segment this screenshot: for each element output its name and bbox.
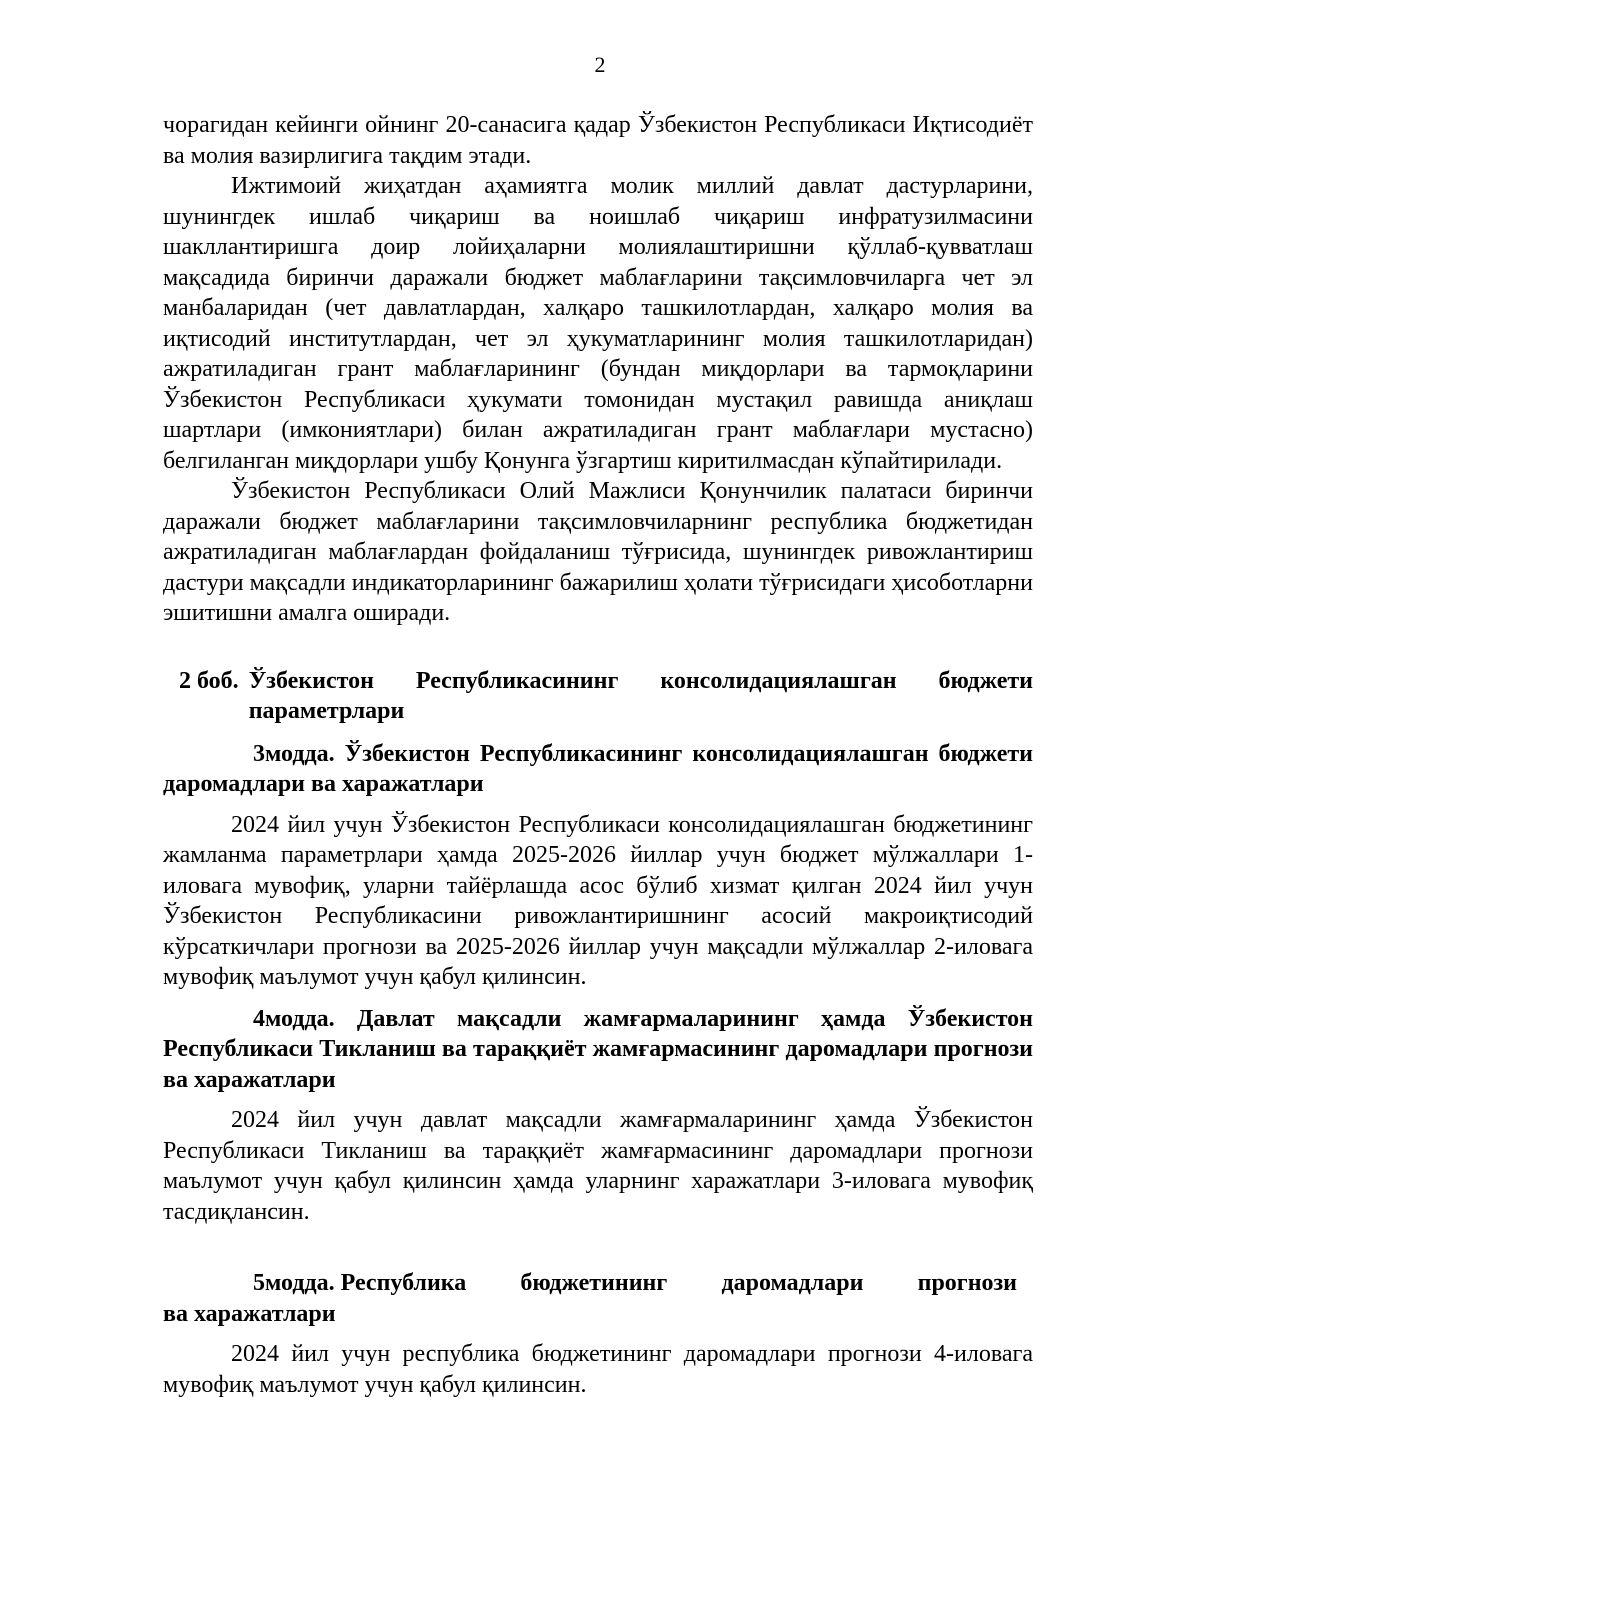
article-3-number: 3модда. — [253, 740, 335, 767]
article-3-heading — [163, 739, 1033, 800]
paragraph-continuation: чорагидан кейинги ойнинг 20-санасига қадар Ўзбекистон Республикаси Иқтисодиёт ва молия вазирлигига тақдим этади. — [163, 112, 1033, 169]
article-3-body: 2024 йил учун Ўзбекистон Республикаси консолидациялашган бюджетининг жамланма параметрлари ҳамда 2025-2026 йиллар учун бюджет мўлжаллари 1-иловага мувофиқ, уларни тайёрлашда асос бўлиб хизмат қилган 2024 йил учун Ўзбекистон Республикасини ривожлантиришнинг асосий макроиқтисодий кўрсаткичлари прогнози ва 2025-2026 йиллар учун мақсадли мўлжаллар 2-иловага мувофиқ маълумот учун қабул қилинсин. — [163, 811, 1033, 990]
article-5-title-word-4: прогнози — [917, 1270, 1017, 1296]
paragraph-legislative-chamber: Ўзбекистон Республикаси Олий Мажлиси Қонунчилик палатаси биринчи даражали бюджет маблағларини тақсимловчиларнинг республика бюджетидан ажратиладиган маблағлардан фойдаланиш тўғрисида, шунингдек ривожлантириш дастури мақсадли индикаторларининг бажарилиш ҳолати тўғрисидаги ҳисоботларни эшитишни амалга оширади. — [163, 478, 1033, 626]
chapter-number: 2 боб. — [179, 667, 239, 694]
document-body — [163, 110, 1033, 1400]
article-5-title-line-2: ва харажатлари — [163, 1300, 336, 1327]
article-5-body: 2024 йил учун республика бюджетининг даромадлари прогнози 4-иловага мувофиқ маълумот учун қабул қилинсин. — [163, 1341, 1033, 1398]
article-5-number-and-word — [253, 1268, 466, 1299]
article-4-number: 4модда. — [253, 1005, 335, 1032]
chapter-title: Ўзбекистон Республикасининг консолидациялашган бюджети параметрлари — [248, 667, 1033, 724]
article-4-heading — [163, 1004, 1033, 1096]
article-4-title: Давлат мақсадли жамғармаларининг ҳамда Ўзбекистон Республикаси Тикланиш ва тараққиёт жамғармасининг даромадлари прогнози ва харажатлари — [163, 1005, 1034, 1093]
article-5-title-word-2: бюджетининг — [520, 1270, 668, 1296]
article-5-title-word-3: даромадлари — [721, 1270, 864, 1296]
article-5-number: 5модда. — [253, 1270, 335, 1296]
article-5-title-word-1: Республика — [340, 1270, 467, 1296]
article-3-title: Ўзбекистон Республикасининг консолидациялашган бюджети даромадлари ва харажатлари — [163, 740, 1033, 797]
paragraph-grant-funds: Ижтимоий жиҳатдан аҳамиятга молик миллий давлат дастурларини, шунингдек ишлаб чиқариш ва ноишлаб чиқариш инфратузилмасини шакллантиришга доир лойиҳаларни молиялаштиришни қўллаб-қувватлаш мақсадида биринчи даражали бюджет маблағларини тақсимловчиларга чет эл манбаларидан (чет давлатлардан, халқаро ташкилотлардан, халқаро молия ва иқтисодий институтлардан, чет эл ҳукуматларининг молия ташкилотларидан) ажратиладиган грант маблағларининг (бундан миқдорлари ва тармоқларини Ўзбекистон Республикаси ҳукумати томонидан мустақил равишда аниқлаш шартлари (имкониятлари) билан ажратиладиган грант маблағлари мустасно) белгиланган миқдорлари ушбу Қонунга ўзгартиш киритилмасдан кўпайтирилади. — [163, 173, 1033, 474]
article-4-body: 2024 йил учун давлат мақсадли жамғармаларининг ҳамда Ўзбекистон Республикаси Тикланиш ва тараққиёт жамғармасининг даромадлари прогнози маълумот учун қабул қилинсин ҳамда уларнинг харажатлари 3-иловага мувофиқ тасдиқлансин. — [163, 1107, 1033, 1225]
page-number: 2 — [594, 52, 606, 77]
chapter-heading — [179, 666, 1033, 727]
article-5-heading — [163, 1268, 1033, 1329]
